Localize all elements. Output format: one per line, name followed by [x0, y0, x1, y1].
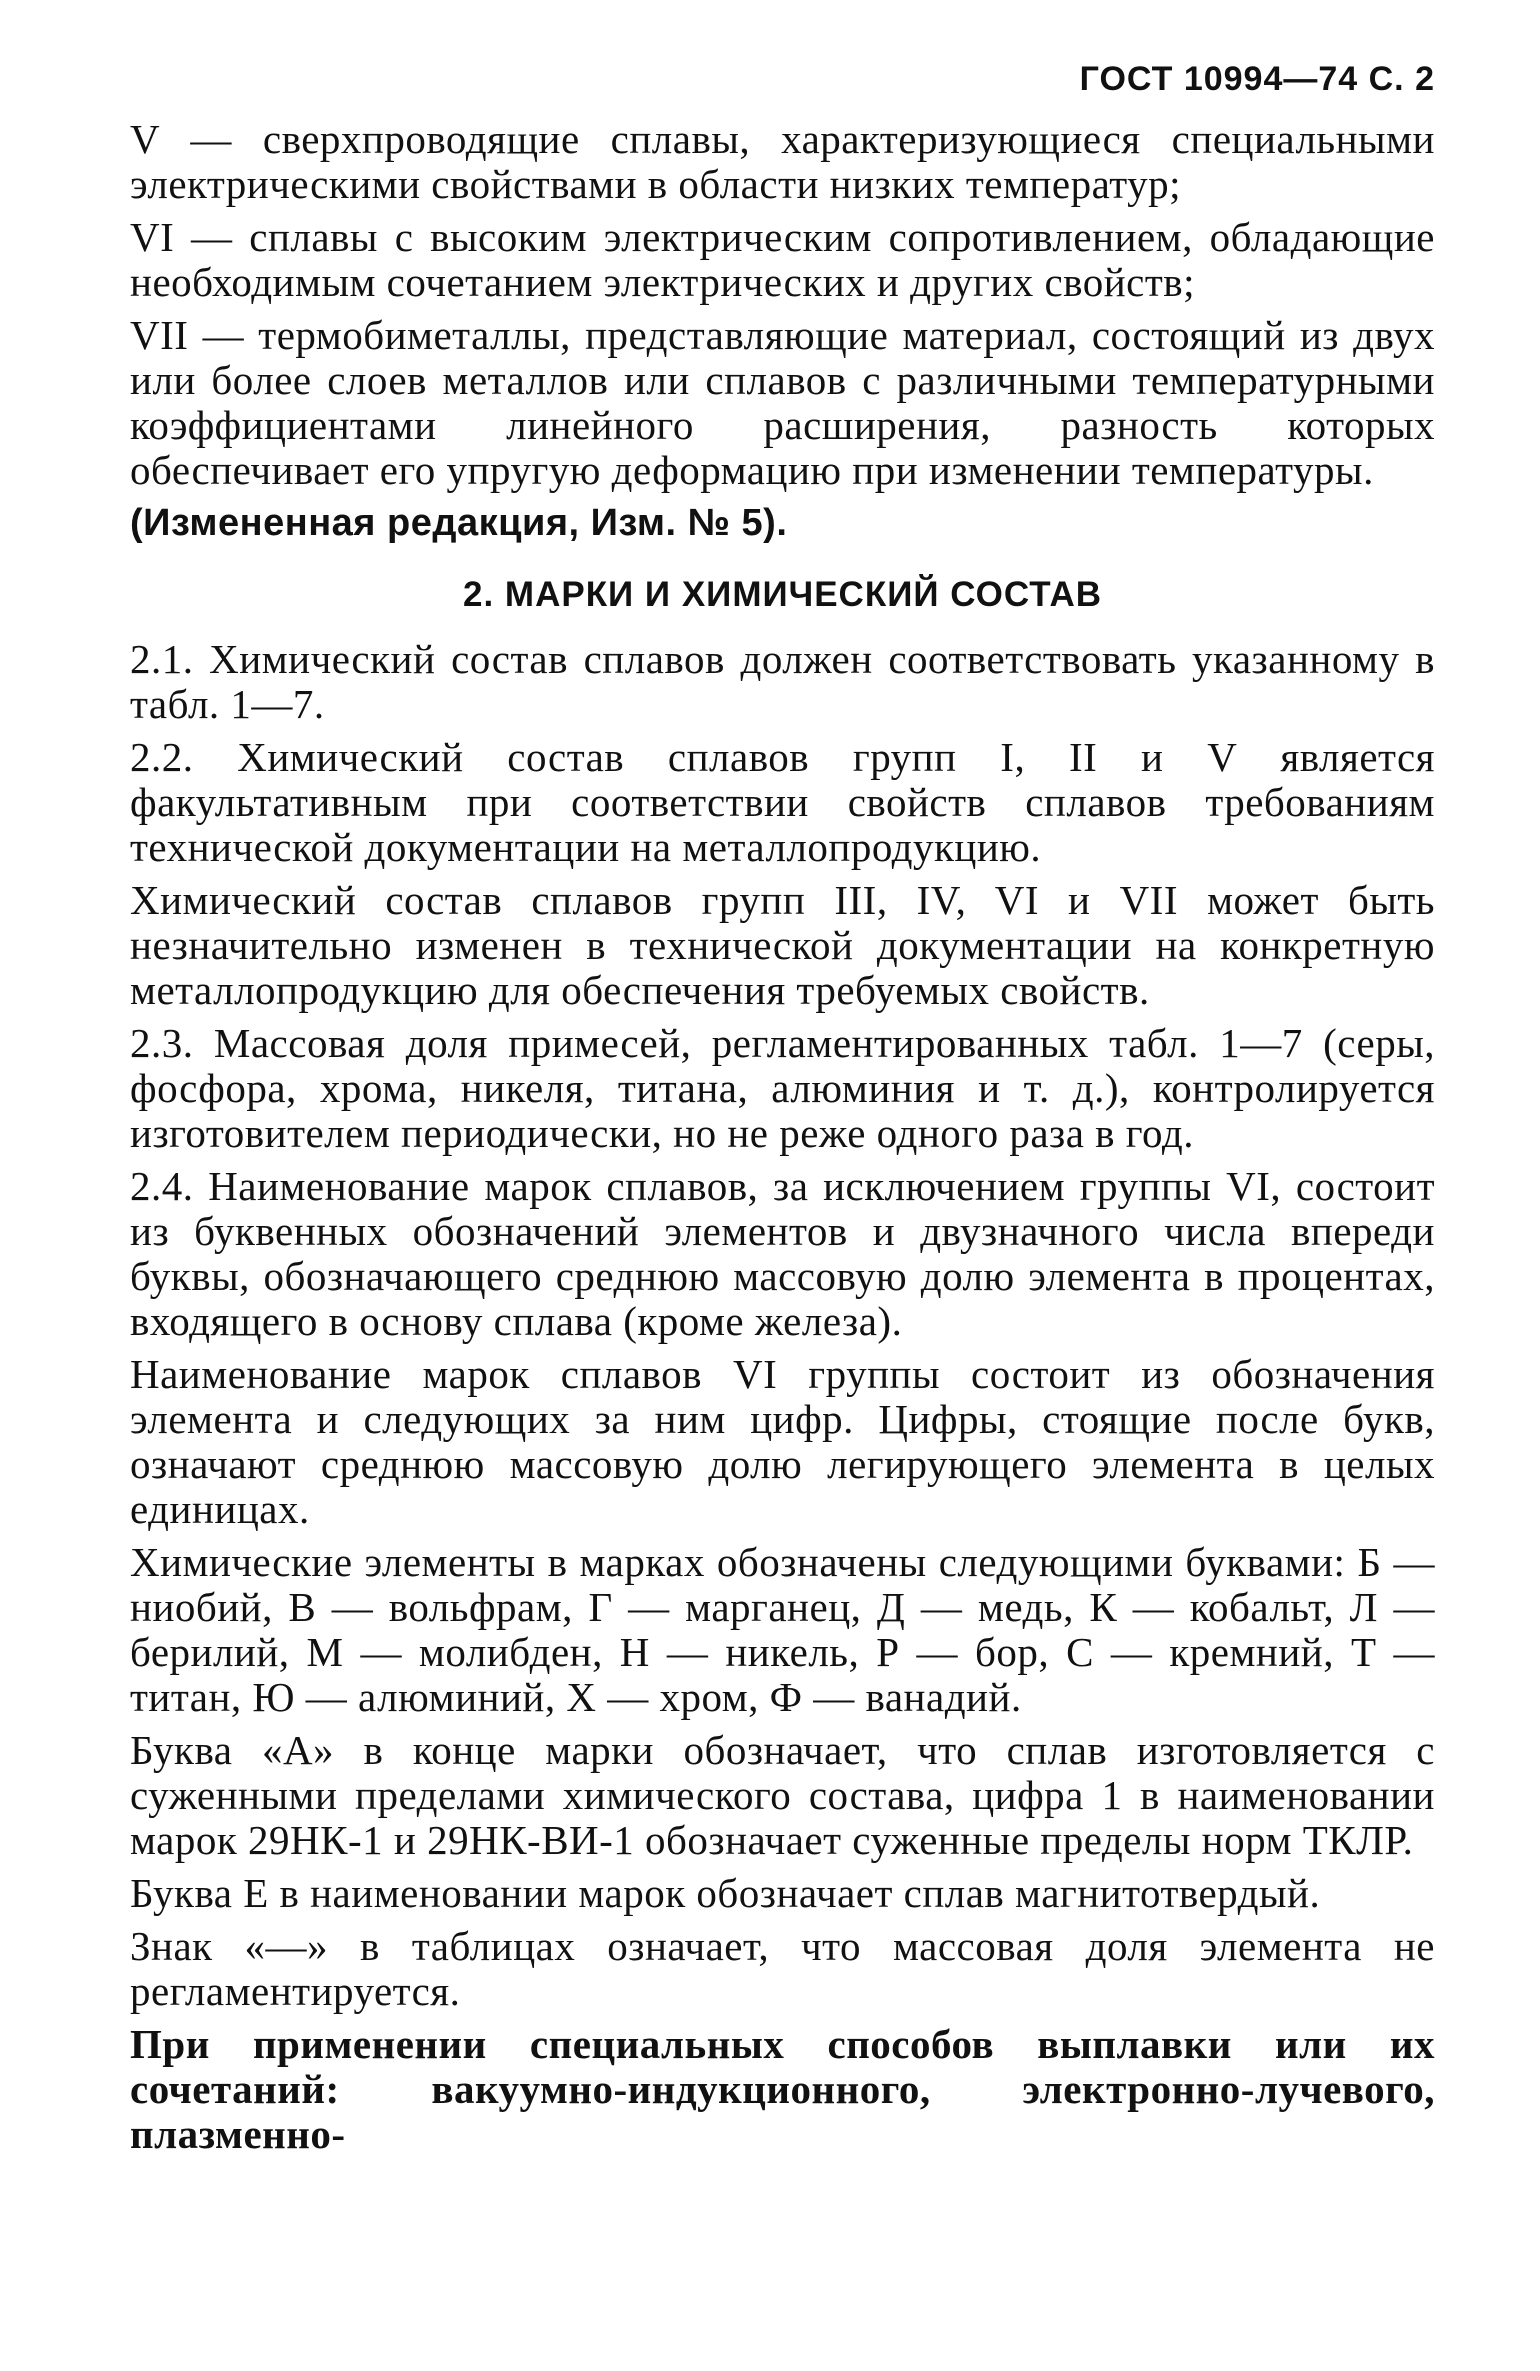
paragraph-2-1: 2.1. Химический состав сплавов должен соответствовать указанному в табл. 1—7. — [130, 636, 1435, 727]
paragraph-letter-a: Буква «А» в конце марки обозначает, что сплав изготовляется с суженными пределами химического состава, цифра 1 в наименовании марок 29НК-1 и 29НК-ВИ-1 обозначает суженные пределы норм ТКЛР. — [130, 1727, 1435, 1863]
section-title: 2. МАРКИ И ХИМИЧЕСКИЙ СОСТАВ — [463, 575, 1102, 614]
paragraph-2-2: 2.2. Химический состав сплавов групп I, II и V является факультативным при соответствии свойств сплавов требованиям технической документации на металлопродукцию. — [130, 734, 1435, 870]
document-page — [130, 60, 1435, 2165]
paragraph-dash-sign: Знак «—» в таблицах означает, что массовая доля элемента не регламентируется. — [130, 1923, 1435, 2014]
paragraph-group-v: V — сверхпроводящие сплавы, характеризующиеся специальными электрическими свойствами в области низких температур; — [130, 116, 1435, 207]
paragraph-2-2-cont: Химический состав сплавов групп III, IV, VI и VII может быть незначительно изменен в технической документации на конкретную металлопродукцию для обеспечения требуемых свойств. — [130, 877, 1435, 1013]
paragraph-2-3: 2.3. Массовая доля примесей, регламентированных табл. 1—7 (серы, фосфора, хрома, никеля, титана, алюминия и т. д.), контролируется изготовителем периодически, но не реже одного раза в год. — [130, 1020, 1435, 1156]
paragraph-group-vi-naming: Наименование марок сплавов VI группы состоит из обозначения элемента и следующих за ним цифр. Цифры, стоящие после букв, означают среднюю массовую долю легирующего элемента в целых единицах. — [130, 1351, 1435, 1532]
document-body — [130, 117, 1435, 2157]
paragraph-special-smelting: При применении специальных способов выплавки или их сочетаний: вакуумно-индукционного, электронно-лучевого, плазменно- — [130, 2021, 1435, 2157]
paragraph-2-4: 2.4. Наименование марок сплавов, за исключением группы VI, состоит из буквенных обозначений элементов и двузначного числа впереди буквы, обозначающего среднюю массовую долю элемента в процентах, входящего в основу сплава (кроме железа). — [130, 1163, 1435, 1344]
paragraph-group-vi: VI — сплавы с высоким электрическим сопротивлением, обладающие необходимым сочетанием электрических и других свойств; — [130, 214, 1435, 305]
paragraph-group-vii: VII — термобиметаллы, представляющие материал, состоящий из двух или более слоев металлов или сплавов с различными температурными коэффициентами линейного расширения, разность которых обеспечивает его упругую деформацию при изменении температуры. — [130, 312, 1435, 493]
page-header: ГОСТ 10994—74 С. 2 — [1079, 60, 1435, 98]
paragraph-letter-e: Буква Е в наименовании марок обозначает сплав магнитотвердый. — [130, 1870, 1321, 1916]
paragraph-element-letters: Химические элементы в марках обозначены следующими буквами: Б — ниобий, В — вольфрам, Г — марганец, Д — медь, К — кобальт, Л — берилий, М — молибден, Н — никель, Р — бор, С — кремний, Т — титан, Ю — алюминий, Х — хром, Ф — ванадий. — [130, 1539, 1435, 1720]
amendment-note: (Измененная редакция, Изм. № 5). — [130, 502, 788, 544]
